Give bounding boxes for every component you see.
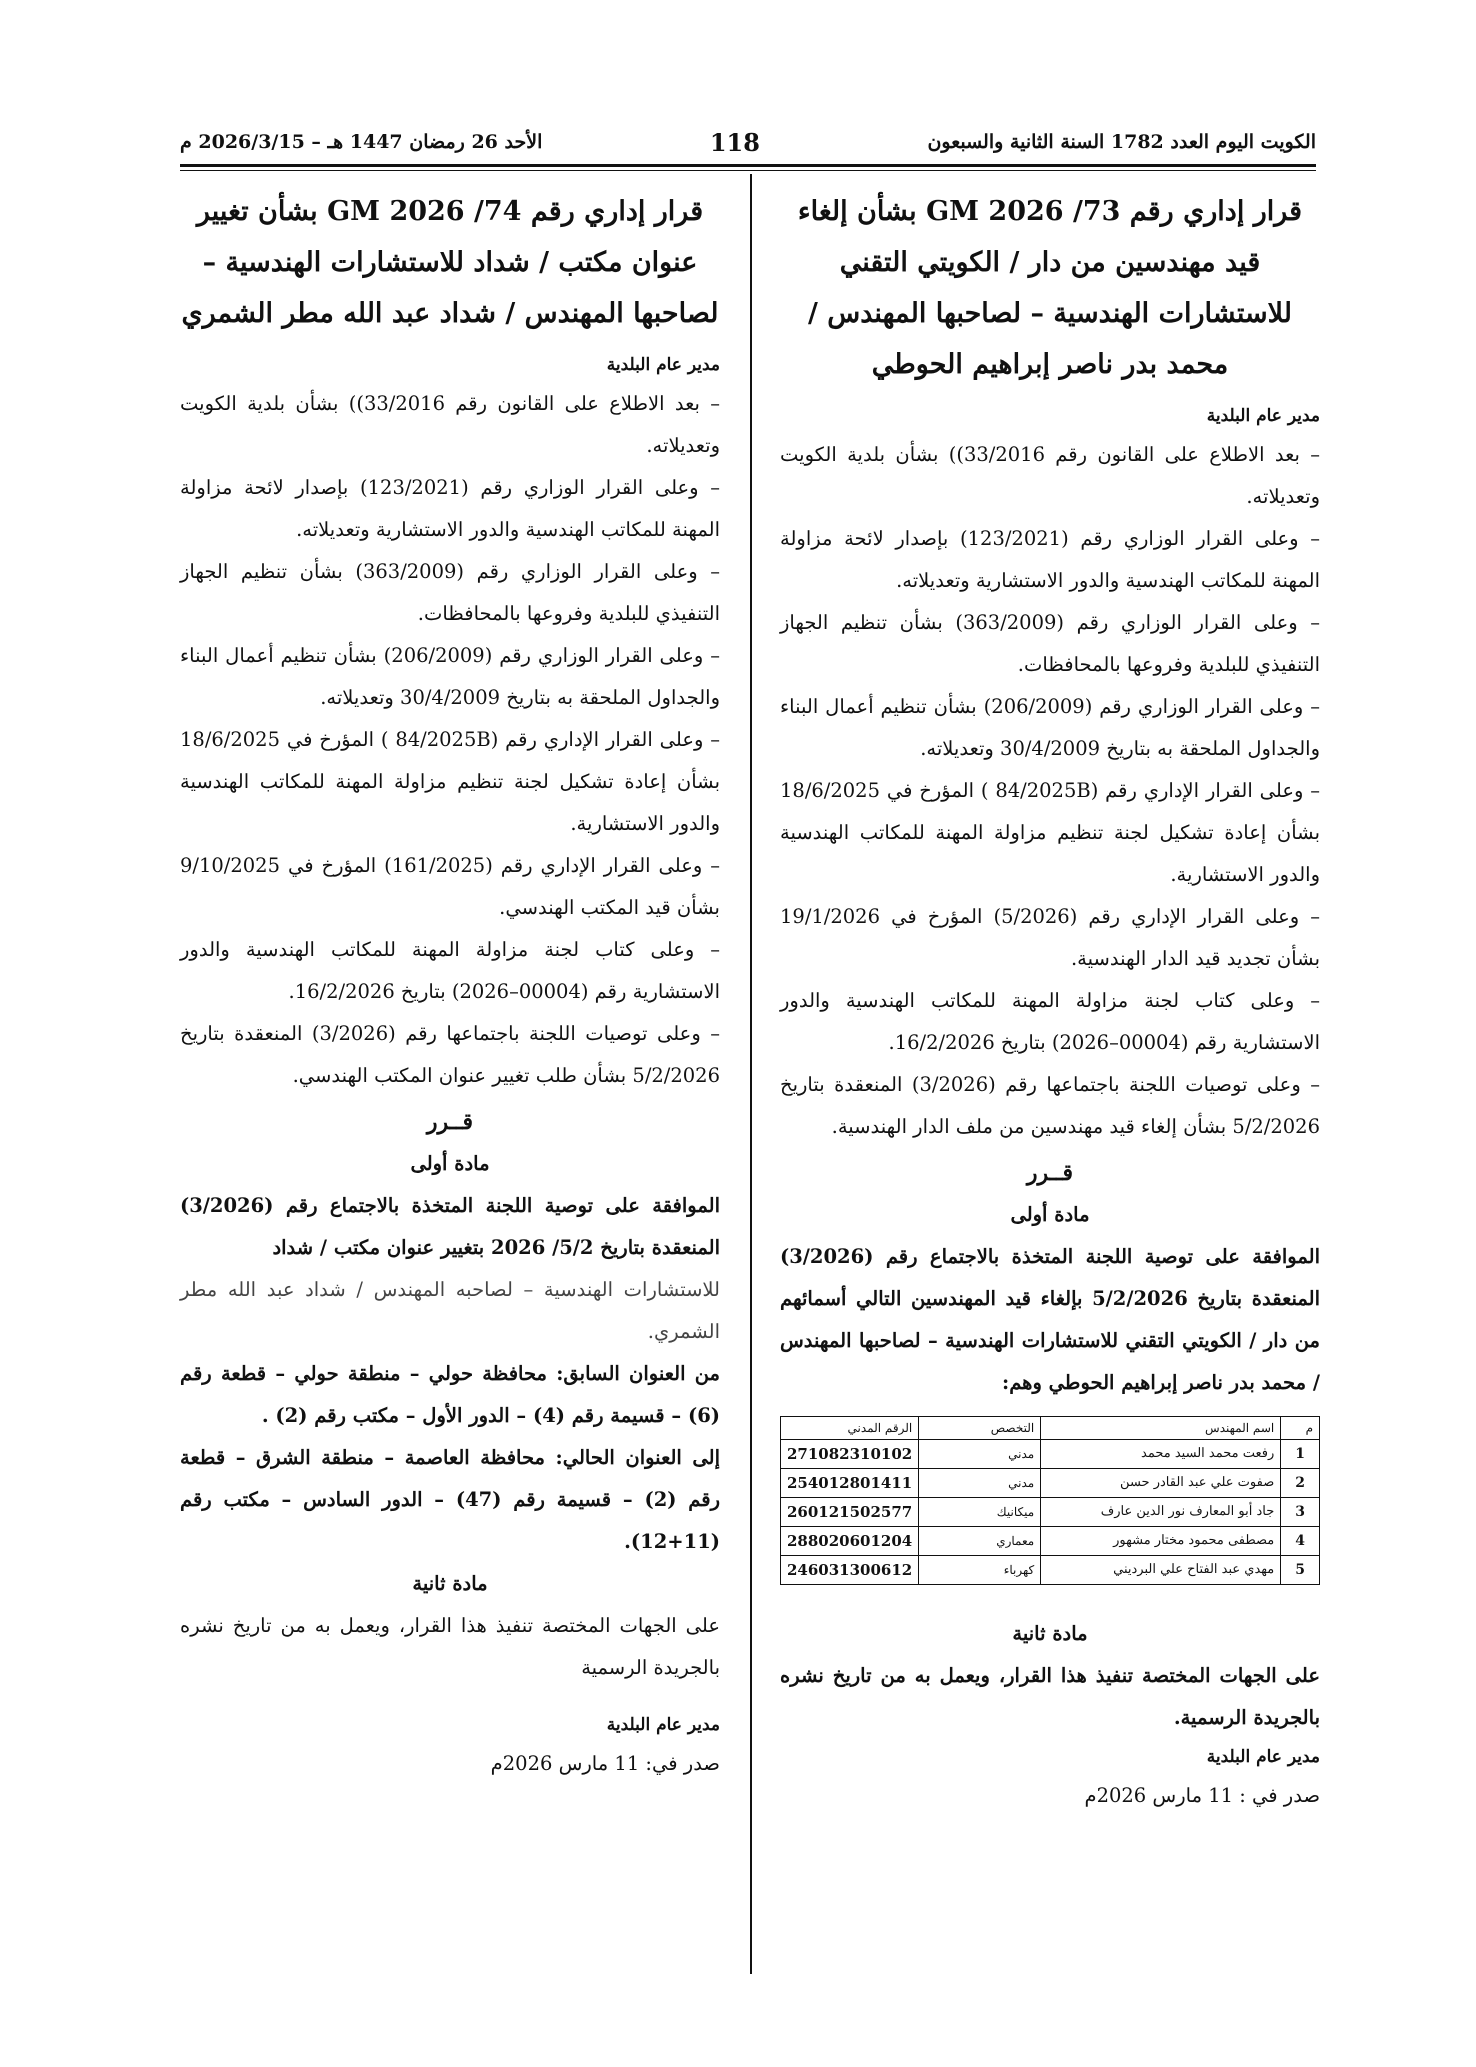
decision-73-column <box>780 180 1320 1817</box>
decision-73-issued-date: صدر في : 11 مارس 2026م <box>1084 1784 1320 1807</box>
engineer-specialty: ميكانيك <box>919 1498 1041 1527</box>
engineer-name: صفوت علي عبد القادر حسن <box>1041 1469 1281 1498</box>
page-number: 118 <box>709 127 760 157</box>
engineer-name: مصطفى محمود مختار مشهور <box>1041 1527 1281 1556</box>
decision-73-article-1-title: مادة أولى <box>1010 1203 1090 1226</box>
decision-73-para-6: – وعلى القرار الإداري رقم (5/2026) المؤرخ في 19/1/2026 بشأن تجديد قيد الدار الهندسية. <box>780 905 1320 970</box>
decision-74-para-4: – وعلى القرار الوزاري رقم (206/2009) بشأن تنظيم أعمال البناء والجداول الملحقة به بتاريخ 30/4/2009 وتعديلاته. <box>180 644 720 709</box>
decision-74-para-5: – وعلى القرار الإداري رقم (84/2025B ) المؤرخ في 18/6/2025 بشأن إعادة تشكيل لجنة تنظيم مزاولة المهنة للمكاتب الهندسية والدور الاستشارية. <box>180 728 721 835</box>
decision-74-article-2-text: على الجهات المختصة تنفيذ هذا القرار، ويعمل به من تاريخ نشره بالجريدة الرسمية <box>180 1614 720 1679</box>
decision-74-article-1-continued: للاستشارات الهندسية – لصاحبه المهندس / شداد عبد الله مطر الشمري. <box>180 1278 720 1343</box>
col-header-index: م <box>1281 1417 1320 1440</box>
table-row <box>781 1527 1320 1556</box>
page-header <box>180 122 1316 162</box>
engineer-specialty: مدني <box>919 1440 1041 1469</box>
decision-74-signature: مدير عام البلدية <box>606 1715 720 1735</box>
engineer-civil-id: 271082310102 <box>781 1440 919 1469</box>
engineer-specialty: مدني <box>919 1469 1041 1498</box>
row-index: 4 <box>1281 1527 1320 1556</box>
table-row <box>781 1440 1320 1469</box>
decision-74-article-1-text: الموافقة على توصية اللجنة المتخذة بالاجتماع رقم (3/2026) المنعقدة بتاريخ 5/2/ 2026 بتغيير عنوان مكتب / شداد <box>180 1194 720 1259</box>
col-header-specialty: التخصص <box>919 1417 1041 1440</box>
col-header-name: اسم المهندس <box>1041 1417 1281 1440</box>
engineer-civil-id: 260121502577 <box>781 1498 919 1527</box>
engineer-specialty: كهرباء <box>919 1556 1041 1585</box>
decision-73-signature: مدير عام البلدية <box>1206 1747 1320 1767</box>
engineer-civil-id: 254012801411 <box>781 1469 919 1498</box>
row-index: 2 <box>1281 1469 1320 1498</box>
decision-74-para-1: – بعد الاطلاع على القانون رقم 33/2016)) بشأن بلدية الكويت وتعديلاته. <box>180 392 720 457</box>
decision-73-para-5: – وعلى القرار الإداري رقم (84/2025B ) المؤرخ في 18/6/2025 بشأن إعادة تشكيل لجنة تنظيم مزاولة المهنة للمكاتب الهندسية والدور الاستشارية. <box>780 779 1321 886</box>
decision-73-author: مدير عام البلدية <box>1206 406 1320 426</box>
column-divider <box>750 174 752 1974</box>
decision-73-decree: قــرر <box>1026 1160 1074 1186</box>
decision-74-article-1-title: مادة أولى <box>410 1152 490 1175</box>
decision-73-para-3: – وعلى القرار الوزاري رقم (363/2009) بشأن تنظيم الجهاز التنفيذي للبلدية وفروعها بالمحافظات. <box>780 611 1320 676</box>
header-rule-thin <box>180 170 1316 171</box>
engineer-name: رفعت محمد السيد محمد <box>1041 1440 1281 1469</box>
decision-73-para-7: – وعلى كتاب لجنة مزاولة المهنة للمكاتب الهندسية والدور الاستشارية رقم (00004–2026) بتاريخ 16/2/2026. <box>780 989 1320 1054</box>
engineer-civil-id: 288020601204 <box>781 1527 919 1556</box>
decision-74-title: قرار إداري رقم 74/ GM 2026 بشأن تغيير عنوان مكتب / شداد للاستشارات الهندسية – لصاحبها المهندس / شداد عبد الله مطر الشمري <box>181 196 719 329</box>
engineer-civil-id: 246031300612 <box>781 1556 919 1585</box>
row-index: 1 <box>1281 1440 1320 1469</box>
decision-73-para-2: – وعلى القرار الوزاري رقم (123/2021) بإصدار لائحة مزاولة المهنة للمكاتب الهندسية والدور الاستشارية وتعديلاته. <box>780 527 1320 592</box>
decision-73-para-1: – بعد الاطلاع على القانون رقم 33/2016)) بشأن بلدية الكويت وتعديلاته. <box>780 443 1320 508</box>
decision-74-para-3: – وعلى القرار الوزاري رقم (363/2009) بشأن تنظيم الجهاز التنفيذي للبلدية وفروعها بالمحافظات. <box>180 560 720 625</box>
decision-73-article-2-title: مادة ثانية <box>1012 1622 1088 1645</box>
engineer-name: جاد أبو المعارف نور الدين عارف <box>1041 1498 1281 1527</box>
decision-74-old-address: من العنوان السابق: محافظة حولي – منطقة حولي – قطعة رقم (6) – قسيمة رقم (4) – الدور الأول – مكتب رقم (2) . <box>180 1362 720 1427</box>
decision-74-author: مدير عام البلدية <box>606 355 720 375</box>
decision-73-para-8: – وعلى توصيات اللجنة باجتماعها رقم (3/2026) المنعقدة بتاريخ 5/2/2026 بشأن إلغاء قيد مهندسين من ملف الدار الهندسية. <box>780 1073 1320 1138</box>
table-row <box>781 1469 1320 1498</box>
table-row <box>781 1498 1320 1527</box>
row-index: 5 <box>1281 1556 1320 1585</box>
decision-74-column <box>180 180 720 1785</box>
decision-74-decree: قــرر <box>426 1109 474 1135</box>
engineer-name: مهدي عبد الفتاح علي البرديني <box>1041 1556 1281 1585</box>
engineer-specialty: معماري <box>919 1527 1041 1556</box>
decision-73-title: قرار إداري رقم 73/ GM 2026 بشأن إلغاء قيد مهندسين من دار / الكويتي التقني للاستشارات الهندسية – لصاحبها المهندس / محمد بدر ناصر إبراهيم الحوطي <box>797 196 1303 380</box>
decision-74-para-8: – وعلى توصيات اللجنة باجتماعها رقم (3/2026) المنعقدة بتاريخ 5/2/2026 بشأن طلب تغيير عنوان المكتب الهندسي. <box>180 1022 720 1087</box>
table-row <box>781 1556 1320 1585</box>
decision-74-article-2-title: مادة ثانية <box>412 1572 488 1595</box>
issue-info: الكويت اليوم العدد 1782 السنة الثانية والسبعون <box>927 131 1316 153</box>
decision-73-article-2-text: على الجهات المختصة تنفيذ هذا القرار، ويعمل به من تاريخ نشره بالجريدة الرسمية. <box>780 1664 1320 1729</box>
table-header-row <box>781 1417 1320 1440</box>
row-index: 3 <box>1281 1498 1320 1527</box>
decision-74-para-2: – وعلى القرار الوزاري رقم (123/2021) بإصدار لائحة مزاولة المهنة للمكاتب الهندسية والدور الاستشارية وتعديلاته. <box>180 476 720 541</box>
engineers-table <box>780 1416 1320 1585</box>
header-rule-thick <box>180 164 1316 167</box>
decision-74-new-address: إلى العنوان الحالي: محافظة العاصمة – منطقة الشرق – قطعة رقم (2) – قسيمة رقم (47) – الدور السادس – مكتب رقم (11+12). <box>180 1446 721 1553</box>
decision-73-article-1-text: الموافقة على توصية اللجنة المتخذة بالاجتماع رقم (3/2026) المنعقدة بتاريخ 5/2/2026 بإلغاء قيد المهندسين التالي أسمائهم من دار / الكويتي التقني للاستشارات الهندسية – لصاحبها المهندس / محمد بدر ناصر إبراهيم الحوطي وهم: <box>780 1245 1321 1394</box>
decision-74-para-6: – وعلى القرار الإداري رقم (161/2025) المؤرخ في 9/10/2025 بشأن قيد المكتب الهندسي. <box>180 854 720 919</box>
header-date: الأحد 26 رمضان 1447 هـ – 2026/3/15 م <box>180 131 543 153</box>
decision-74-issued-date: صدر في: 11 مارس 2026م <box>490 1752 720 1775</box>
decision-74-para-7: – وعلى كتاب لجنة مزاولة المهنة للمكاتب الهندسية والدور الاستشارية رقم (00004–2026) بتاريخ 16/2/2026. <box>180 938 720 1003</box>
col-header-civil-id: الرقم المدني <box>781 1417 919 1440</box>
decision-73-para-4: – وعلى القرار الوزاري رقم (206/2009) بشأن تنظيم أعمال البناء والجداول الملحقة به بتاريخ 30/4/2009 وتعديلاته. <box>780 695 1320 760</box>
